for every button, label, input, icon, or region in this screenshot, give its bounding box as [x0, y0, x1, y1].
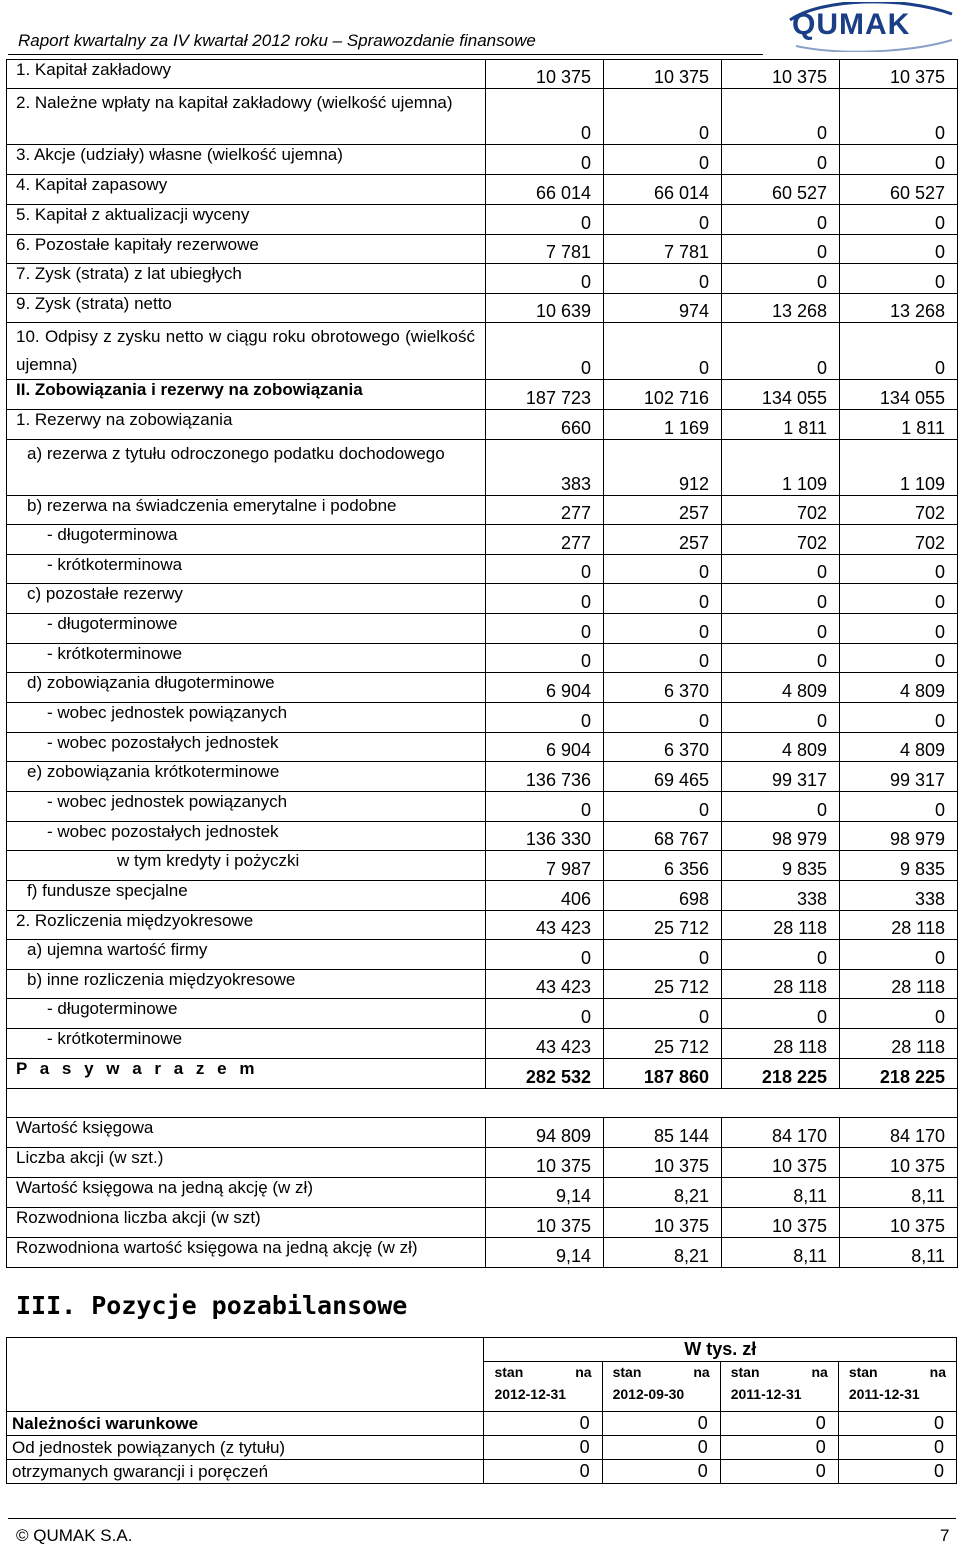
- column-prefix: stan: [612, 1364, 642, 1380]
- row-label: b) inne rozliczenia międzyokresowe: [7, 970, 486, 999]
- balance-row: [7, 614, 958, 644]
- value-cell: 28 118: [840, 970, 958, 999]
- value-cell: 0: [838, 1412, 956, 1436]
- value-cell: 0: [486, 584, 604, 614]
- value-cell: 0: [604, 644, 722, 673]
- balance-row: [7, 380, 958, 410]
- value-cell: 0: [604, 264, 722, 294]
- balance-row: [7, 235, 958, 264]
- value-cell: 10 375: [840, 60, 958, 89]
- value-cell: 0: [602, 1436, 720, 1460]
- balance-row: [7, 940, 958, 970]
- value-cell: 8,21: [604, 1238, 722, 1268]
- balance-row: [7, 205, 958, 235]
- book-value-row: [7, 1178, 958, 1208]
- value-cell: 1 169: [604, 410, 722, 440]
- value-cell: 43 423: [486, 911, 604, 940]
- value-cell: 660: [486, 410, 604, 440]
- value-cell: 0: [486, 940, 604, 970]
- row-label: P a s y w a r a z e m: [7, 1059, 486, 1089]
- value-cell: 0: [604, 89, 722, 145]
- row-label: Rozwodniona wartość księgowa na jedną akcję (w zł): [7, 1238, 486, 1268]
- value-cell: 0: [838, 1460, 956, 1484]
- value-cell: 406: [486, 881, 604, 911]
- value-cell: 10 375: [840, 1148, 958, 1178]
- value-cell: 0: [604, 792, 722, 822]
- value-cell: 383: [486, 440, 604, 496]
- column-date: 2011-12-31: [848, 1386, 920, 1402]
- value-cell: 60 527: [722, 175, 840, 205]
- value-cell: 6 356: [604, 851, 722, 881]
- value-cell: 136 736: [486, 762, 604, 792]
- value-cell: 0: [604, 703, 722, 733]
- value-cell: 4 809: [722, 733, 840, 762]
- value-cell: 0: [840, 703, 958, 733]
- value-cell: 10 375: [722, 1148, 840, 1178]
- value-cell: 702: [840, 496, 958, 525]
- value-cell: 0: [840, 614, 958, 644]
- value-cell: 1 811: [722, 410, 840, 440]
- value-cell: 218 225: [722, 1059, 840, 1089]
- value-cell: 60 527: [840, 175, 958, 205]
- value-cell: 68 767: [604, 822, 722, 851]
- value-cell: 6 370: [604, 673, 722, 703]
- value-cell: 277: [486, 496, 604, 525]
- row-label: 5. Kapitał z aktualizacji wyceny: [7, 205, 486, 235]
- row-label: 10. Odpisy z zysku netto w ciągu roku obrotowego (wielkość ujemna): [7, 323, 486, 380]
- value-cell: 0: [604, 614, 722, 644]
- column-date: 2011-12-31: [730, 1386, 802, 1402]
- book-value-row: [7, 1118, 958, 1148]
- balance-row: [7, 175, 958, 205]
- row-label: 7. Zysk (strata) z lat ubiegłych: [7, 264, 486, 294]
- row-label: 6. Pozostałe kapitały rezerwowe: [7, 235, 486, 264]
- book-value-row: [7, 1208, 958, 1238]
- balance-row: [7, 60, 958, 89]
- row-label: - krótkoterminowe: [7, 1029, 486, 1059]
- value-cell: 0: [604, 555, 722, 584]
- value-cell: 0: [484, 1460, 602, 1484]
- balance-row: [7, 1029, 958, 1059]
- page-header: [0, 0, 960, 58]
- row-label: Należności warunkowe: [7, 1412, 484, 1436]
- value-cell: 10 375: [486, 1148, 604, 1178]
- unit-label: W tys. zł: [484, 1338, 957, 1362]
- value-cell: 698: [604, 881, 722, 911]
- value-cell: 0: [722, 584, 840, 614]
- value-cell: 218 225: [840, 1059, 958, 1089]
- value-cell: 0: [722, 703, 840, 733]
- balance-sheet-body: [7, 60, 958, 1268]
- row-label: 4. Kapitał zapasowy: [7, 175, 486, 205]
- value-cell: 7 781: [604, 235, 722, 264]
- value-cell: 9 835: [840, 851, 958, 881]
- value-cell: 98 979: [722, 822, 840, 851]
- footer-copyright: © QUMAK S.A.: [16, 1526, 133, 1545]
- row-label: a) rezerwa z tytułu odroczonego podatku dochodowego: [7, 440, 486, 496]
- value-cell: 0: [720, 1412, 838, 1436]
- value-cell: 9 835: [722, 851, 840, 881]
- value-cell: 25 712: [604, 911, 722, 940]
- row-label: c) pozostałe rezerwy: [7, 584, 486, 614]
- page-number: 7: [940, 1526, 950, 1545]
- balance-row: [7, 644, 958, 673]
- value-cell: 912: [604, 440, 722, 496]
- row-label: - wobec jednostek powiązanych: [7, 792, 486, 822]
- value-cell: 0: [840, 89, 958, 145]
- value-cell: 0: [604, 145, 722, 175]
- value-cell: 84 170: [722, 1118, 840, 1148]
- value-cell: 257: [604, 525, 722, 555]
- value-cell: 0: [722, 555, 840, 584]
- value-cell: 187 860: [604, 1059, 722, 1089]
- unit-header-row: [7, 1338, 957, 1362]
- balance-row: [7, 851, 958, 881]
- balance-row: [7, 762, 958, 792]
- row-label: Wartość księgowa na jedną akcję (w zł): [7, 1178, 486, 1208]
- value-cell: 0: [486, 264, 604, 294]
- column-prefix: stan: [848, 1364, 878, 1380]
- row-label: w tym kredyty i pożyczki: [7, 851, 486, 881]
- value-cell: 28 118: [840, 911, 958, 940]
- value-cell: 28 118: [840, 1029, 958, 1059]
- value-cell: 69 465: [604, 762, 722, 792]
- row-label: II. Zobowiązania i rezerwy na zobowiązania: [7, 380, 486, 410]
- value-cell: 0: [486, 614, 604, 644]
- column-date: 2012-09-30: [612, 1386, 685, 1402]
- value-cell: 8,21: [604, 1178, 722, 1208]
- value-cell: 28 118: [722, 911, 840, 940]
- row-label: Od jednostek powiązanych (z tytułu): [7, 1436, 484, 1460]
- offbalance-table: [6, 1337, 957, 1484]
- balance-row: [7, 323, 958, 380]
- value-cell: 4 809: [840, 673, 958, 703]
- value-cell: 98 979: [840, 822, 958, 851]
- value-cell: 25 712: [604, 1029, 722, 1059]
- column-date: 2012-12-31: [494, 1386, 567, 1402]
- value-cell: 0: [840, 584, 958, 614]
- column-suffix: na: [693, 1364, 710, 1380]
- value-cell: 0: [604, 323, 722, 380]
- offbalance-row: [7, 1412, 957, 1436]
- value-cell: 99 317: [840, 762, 958, 792]
- value-cell: 4 809: [722, 673, 840, 703]
- balance-row: [7, 555, 958, 584]
- value-cell: 1 109: [722, 440, 840, 496]
- value-cell: 85 144: [604, 1118, 722, 1148]
- value-cell: 0: [604, 999, 722, 1029]
- value-cell: 0: [722, 792, 840, 822]
- value-cell: 10 375: [722, 60, 840, 89]
- value-cell: 0: [486, 792, 604, 822]
- balance-row: [7, 999, 958, 1029]
- value-cell: 0: [840, 555, 958, 584]
- row-label: - wobec pozostałych jednostek: [7, 733, 486, 762]
- value-cell: 277: [486, 525, 604, 555]
- spacer-row: [7, 1089, 958, 1118]
- value-cell: 13 268: [722, 294, 840, 323]
- column-header: [838, 1362, 956, 1412]
- value-cell: 1 109: [840, 440, 958, 496]
- value-cell: 0: [486, 703, 604, 733]
- balance-row: [7, 496, 958, 525]
- value-cell: 0: [840, 999, 958, 1029]
- value-cell: 10 375: [604, 1208, 722, 1238]
- column-header: [484, 1362, 602, 1412]
- value-cell: 0: [604, 584, 722, 614]
- value-cell: 0: [840, 323, 958, 380]
- value-cell: 0: [602, 1412, 720, 1436]
- row-label: d) zobowiązania długoterminowe: [7, 673, 486, 703]
- balance-row: [7, 525, 958, 555]
- value-cell: 0: [722, 89, 840, 145]
- value-cell: 0: [486, 205, 604, 235]
- value-cell: 338: [722, 881, 840, 911]
- value-cell: 0: [722, 145, 840, 175]
- row-label: b) rezerwa na świadczenia emerytalne i podobne: [7, 496, 486, 525]
- value-cell: 0: [486, 323, 604, 380]
- balance-row: [7, 911, 958, 940]
- balance-row: [7, 89, 958, 145]
- value-cell: 0: [722, 644, 840, 673]
- column-suffix: na: [811, 1364, 828, 1380]
- value-cell: 0: [484, 1412, 602, 1436]
- balance-row: [7, 733, 958, 762]
- value-cell: 0: [720, 1436, 838, 1460]
- value-cell: 8,11: [722, 1238, 840, 1268]
- balance-row: [7, 970, 958, 999]
- value-cell: 102 716: [604, 380, 722, 410]
- offbalance-row: [7, 1436, 957, 1460]
- value-cell: 0: [720, 1460, 838, 1484]
- row-label: - wobec jednostek powiązanych: [7, 703, 486, 733]
- report-title: Raport kwartalny za IV kwartał 2012 roku – Sprawozdanie finansowe: [18, 31, 536, 50]
- row-label: - długoterminowa: [7, 525, 486, 555]
- value-cell: 702: [722, 496, 840, 525]
- row-label: 3. Akcje (udziały) własne (wielkość ujemna): [7, 145, 486, 175]
- balance-row: [7, 145, 958, 175]
- value-cell: 13 268: [840, 294, 958, 323]
- value-cell: 0: [486, 999, 604, 1029]
- row-label: Liczba akcji (w szt.): [7, 1148, 486, 1178]
- row-label: - długoterminowe: [7, 614, 486, 644]
- value-cell: 0: [840, 644, 958, 673]
- value-cell: 8,11: [722, 1178, 840, 1208]
- value-cell: 0: [840, 792, 958, 822]
- value-cell: 0: [484, 1436, 602, 1460]
- value-cell: 0: [722, 205, 840, 235]
- value-cell: 4 809: [840, 733, 958, 762]
- row-label: 2. Należne wpłaty na kapitał zakładowy (wielkość ujemna): [7, 89, 486, 145]
- row-label: 1. Rezerwy na zobowiązania: [7, 410, 486, 440]
- balance-row: [7, 1059, 958, 1089]
- section-title: III. Pozycje pozabilansowe: [16, 1291, 408, 1320]
- value-cell: 0: [840, 940, 958, 970]
- value-cell: 0: [486, 145, 604, 175]
- logo-text: QUMAK: [792, 8, 911, 41]
- value-cell: 10 375: [840, 1208, 958, 1238]
- value-cell: 43 423: [486, 1029, 604, 1059]
- value-cell: 0: [722, 323, 840, 380]
- value-cell: 0: [602, 1460, 720, 1484]
- value-cell: 0: [840, 145, 958, 175]
- row-label: f) fundusze specjalne: [7, 881, 486, 911]
- value-cell: 282 532: [486, 1059, 604, 1089]
- value-cell: 136 330: [486, 822, 604, 851]
- value-cell: 0: [722, 264, 840, 294]
- balance-sheet-table: [6, 59, 958, 1268]
- value-cell: 10 375: [604, 1148, 722, 1178]
- balance-row: [7, 822, 958, 851]
- value-cell: 0: [838, 1436, 956, 1460]
- value-cell: 257: [604, 496, 722, 525]
- row-label: 1. Kapitał zakładowy: [7, 60, 486, 89]
- row-label: Wartość księgowa: [7, 1118, 486, 1148]
- value-cell: 66 014: [486, 175, 604, 205]
- column-suffix: na: [929, 1364, 946, 1380]
- value-cell: 974: [604, 294, 722, 323]
- value-cell: 10 375: [604, 60, 722, 89]
- value-cell: 10 375: [486, 1208, 604, 1238]
- balance-row: [7, 410, 958, 440]
- balance-row: [7, 881, 958, 911]
- value-cell: 702: [840, 525, 958, 555]
- row-label: Rozwodniona liczba akcji (w szt): [7, 1208, 486, 1238]
- qumak-logo: [782, 2, 957, 52]
- value-cell: 1 811: [840, 410, 958, 440]
- value-cell: 94 809: [486, 1118, 604, 1148]
- row-label: otrzymanych gwarancji i poręczeń: [7, 1460, 484, 1484]
- value-cell: 9,14: [486, 1178, 604, 1208]
- row-label: e) zobowiązania krótkoterminowe: [7, 762, 486, 792]
- column-header: [602, 1362, 720, 1412]
- balance-row: [7, 584, 958, 614]
- value-cell: 8,11: [840, 1178, 958, 1208]
- row-label: a) ujemna wartość firmy: [7, 940, 486, 970]
- value-cell: 25 712: [604, 970, 722, 999]
- value-cell: 338: [840, 881, 958, 911]
- balance-row: [7, 440, 958, 496]
- offbalance-body: [7, 1338, 957, 1484]
- value-cell: 702: [722, 525, 840, 555]
- row-label: - krótkoterminowe: [7, 644, 486, 673]
- row-label: - wobec pozostałych jednostek: [7, 822, 486, 851]
- value-cell: 6 904: [486, 733, 604, 762]
- book-value-row: [7, 1238, 958, 1268]
- value-cell: 0: [604, 940, 722, 970]
- value-cell: 7 987: [486, 851, 604, 881]
- value-cell: 10 639: [486, 294, 604, 323]
- value-cell: 84 170: [840, 1118, 958, 1148]
- value-cell: 10 375: [486, 60, 604, 89]
- value-cell: 134 055: [722, 380, 840, 410]
- value-cell: 43 423: [486, 970, 604, 999]
- offbalance-row: [7, 1460, 957, 1484]
- spacer-cell: [7, 1089, 958, 1118]
- header-divider: [8, 54, 763, 55]
- row-label: 2. Rozliczenia międzyokresowe: [7, 911, 486, 940]
- balance-row: [7, 792, 958, 822]
- value-cell: 6 370: [604, 733, 722, 762]
- value-cell: 134 055: [840, 380, 958, 410]
- value-cell: 0: [840, 235, 958, 264]
- value-cell: 10 375: [722, 1208, 840, 1238]
- balance-row: [7, 673, 958, 703]
- header-empty-cell: [7, 1338, 484, 1412]
- value-cell: 0: [486, 555, 604, 584]
- value-cell: 28 118: [722, 1029, 840, 1059]
- balance-row: [7, 264, 958, 294]
- row-label: 9. Zysk (strata) netto: [7, 294, 486, 323]
- column-prefix: stan: [730, 1364, 760, 1380]
- balance-row: [7, 703, 958, 733]
- value-cell: 0: [722, 235, 840, 264]
- value-cell: 66 014: [604, 175, 722, 205]
- value-cell: 8,11: [840, 1238, 958, 1268]
- book-value-row: [7, 1148, 958, 1178]
- column-header: [720, 1362, 838, 1412]
- value-cell: 0: [604, 205, 722, 235]
- value-cell: 0: [486, 644, 604, 673]
- value-cell: 187 723: [486, 380, 604, 410]
- value-cell: 0: [840, 205, 958, 235]
- footer-divider: [8, 1518, 956, 1519]
- balance-row: [7, 294, 958, 323]
- row-label: - krótkoterminowa: [7, 555, 486, 584]
- column-suffix: na: [575, 1364, 592, 1380]
- column-prefix: stan: [494, 1364, 524, 1380]
- value-cell: 0: [722, 940, 840, 970]
- value-cell: 0: [722, 999, 840, 1029]
- value-cell: 9,14: [486, 1238, 604, 1268]
- value-cell: 28 118: [722, 970, 840, 999]
- value-cell: 6 904: [486, 673, 604, 703]
- value-cell: 0: [840, 264, 958, 294]
- value-cell: 7 781: [486, 235, 604, 264]
- value-cell: 99 317: [722, 762, 840, 792]
- value-cell: 0: [486, 89, 604, 145]
- row-label: - długoterminowe: [7, 999, 486, 1029]
- value-cell: 0: [722, 614, 840, 644]
